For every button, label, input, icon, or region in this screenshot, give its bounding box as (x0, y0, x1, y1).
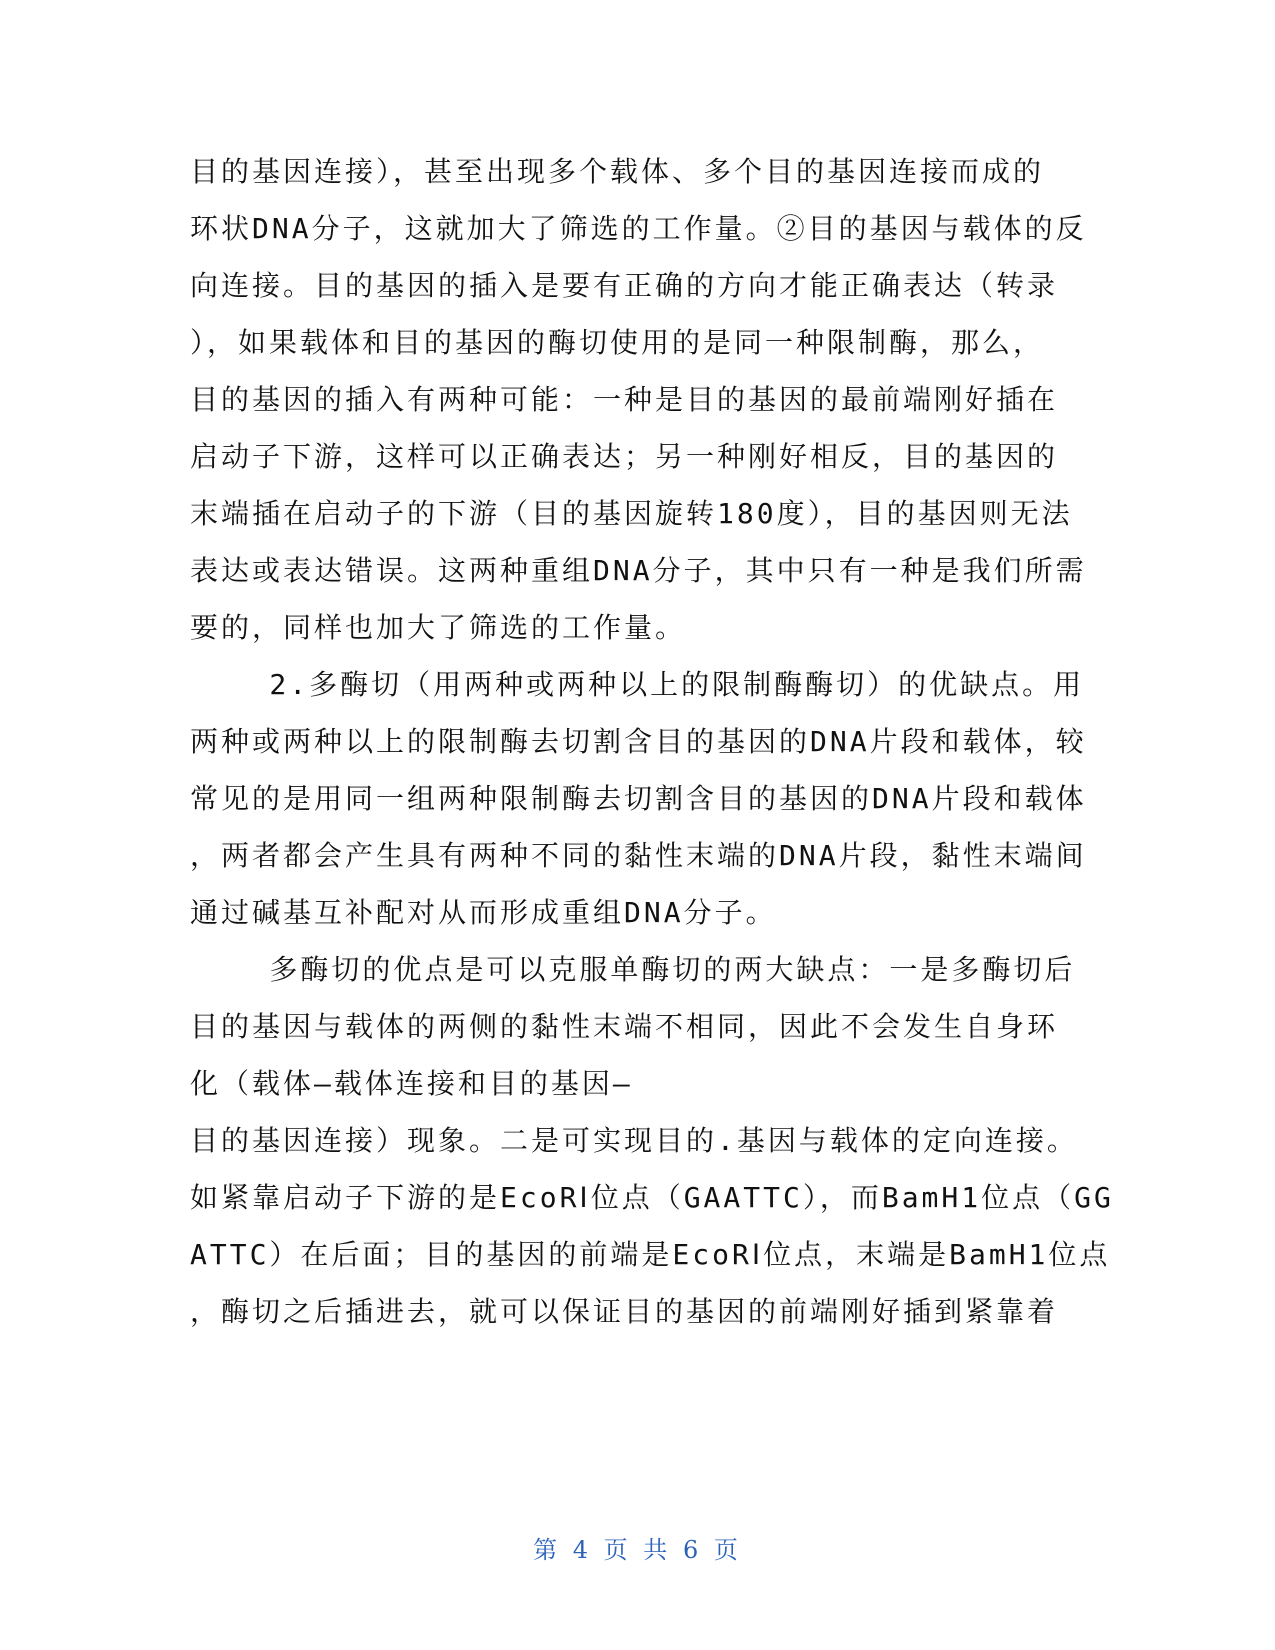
text-line: 目的基因连接）现象。二是可实现目的.基因与载体的定向连接。 (190, 1124, 1078, 1157)
text-line: 目的基因连接），甚至出现多个载体、多个目的基因连接而成的 (190, 155, 1045, 188)
text-line: 多酶切的优点是可以克服单酶切的两大缺点：一是多酶切后 (190, 953, 1076, 986)
text-line: 目的基因与载体的两侧的黏性末端不相同，因此不会发生自身环 (190, 1010, 1059, 1043)
text-line: 启动子下游，这样可以正确表达；另一种刚好相反，目的基因的 (190, 440, 1059, 473)
text-line: ，两者都会产生具有两种不同的黏性末端的DNA片段，黏性末端间 (190, 839, 1087, 872)
text-line: ，酶切之后插进去，就可以保证目的基因的前端刚好插到紧靠着 (190, 1295, 1059, 1328)
text-line: 如紧靠启动子下游的是EcoRⅠ位点（GAATTC），而BamH1位点（GG (190, 1181, 1114, 1214)
text-line: 2.多酶切（用两种或两种以上的限制酶酶切）的优缺点。用 (190, 668, 1085, 701)
text-line: 要的，同样也加大了筛选的工作量。 (190, 611, 687, 644)
text-line: 通过碱基互补配对从而形成重组DNA分子。 (190, 896, 777, 929)
body-text (190, 143, 1114, 1340)
text-line: 化（载体—载体连接和目的基因— (190, 1067, 633, 1100)
text-line: 末端插在启动子的下游（目的基因旋转180度），目的基因则无法 (190, 497, 1073, 530)
text-line: 向连接。目的基因的插入是要有正确的方向才能正确表达（转录 (190, 269, 1059, 302)
text-line: 表达或表达错误。这两种重组DNA分子，其中只有一种是我们所需 (190, 554, 1087, 587)
text-line: 常见的是用同一组两种限制酶去切割含目的基因的DNA片段和载体 (190, 782, 1087, 815)
text-line: 环状DNA分子，这就加大了筛选的工作量。②目的基因与载体的反 (190, 212, 1087, 245)
text-line: ATTC）在后面；目的基因的前端是EcoRⅠ位点，末端是BamH1位点 (190, 1238, 1111, 1271)
text-line: 目的基因的插入有两种可能：一种是目的基因的最前端刚好插在 (190, 383, 1059, 416)
text-line: ），如果载体和目的基因的酶切使用的是同一种限制酶，那么， (190, 326, 1045, 359)
page-number-footer: 第 4 页 共 6 页 (533, 1536, 742, 1564)
text-line: 两种或两种以上的限制酶去切割含目的基因的DNA片段和载体，较 (190, 725, 1087, 758)
